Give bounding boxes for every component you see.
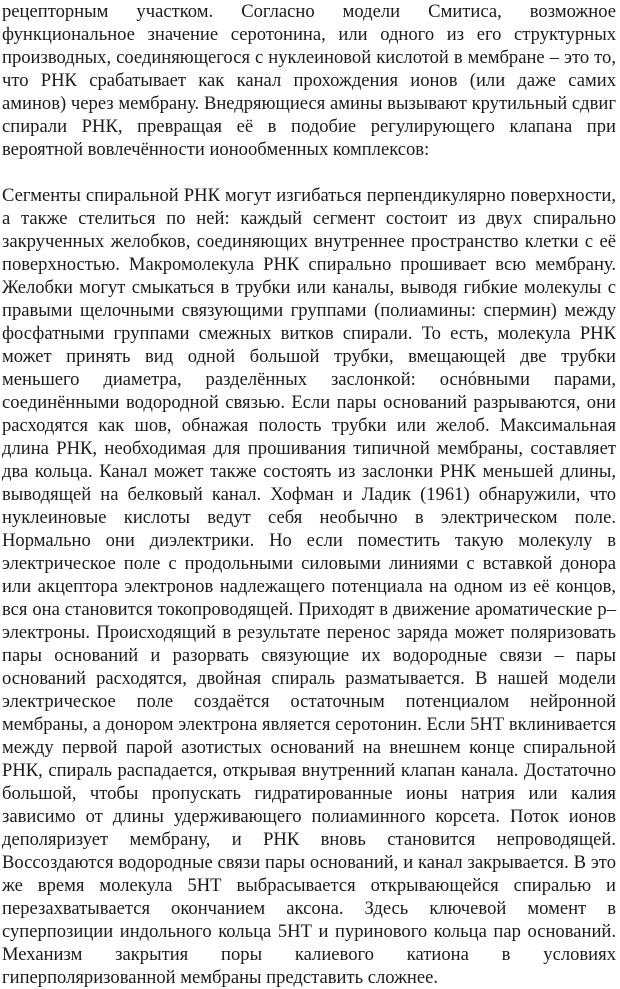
paragraph-1: рецепторным участком. Согласно модели Смитиса, возможное функциональное значение серотонина, или одного из его структурных производных, соединяющегося с нуклеиновой кислотой в мембране – это то, что РНК срабатывает как канал прохождения ионов (или даже самих аминов) через мембрану. Внедряющиеся амины вызывают крутильный сдвиг спирали РНК, превращая её в подобие регулирующего клапана при вероятной вовлечённости ионообменных комплексов:: [2, 1, 616, 160]
paragraph-gap: [2, 161, 616, 184]
document-page: [2, 0, 616, 989]
paragraph-2: Сегменты спиральной РНК могут изгибаться перпендикулярно поверхности, а также стелиться по ней: каждый сегмент состоит из двух спирально закрученных желобков, соединяющих внутреннее пространство клетки с её поверхностью. Макромолекула РНК спирально прошивает всю мембрану. Желобки могут смыкаться в трубки или каналы, выводя гибкие молекулы с правыми щелочными связующими группами (полиамины: спермин) между фосфатными группами смежных витков спирали. То есть, молекула РНК может принять вид одной большой трубки, вмещающей две трубки меньшего диаметра, разделённых заслонкой: оснóвными парами, соединёнными водородной связью. Если пары оснований разрываются, они расходятся как шов, обнажая полость трубки или желоб. Максимальная длина РНК, необходимая для прошивания типичной мембраны, составляет два кольца. Канал может также состоять из заслонки РНК меньшей длины, выводящей на белковый канал. Хофман и Ладик (1961) обнаружили, что нуклеиновые кислоты ведут себя необычно в электрическом поле. Нормально они диэлектрики. Но если поместить такую молекулу в электрическое поле с продольными силовыми линиями с вставкой донора или акцептора электронов надлежащего потенциала на одном из её концов, вся она становится токопроводящей. Приходят в движение ароматические p–электроны. Происходящий в результате перенос заряда может поляризовать пары оснований и разорвать связующие их водородные связи – пары оснований расходятся, двойная спираль разматывается. В нашей модели электрическое поле создаётся остаточным потенциалом нейронной мембраны, а донором электрона является серотонин. Если 5НТ вклинивается между первой парой азотистых оснований на внешнем конце спиральной РНК, спираль распадается, открывая внутренний клапан канала. Достаточно большой, чтобы пропускать гидратированные ионы натрия или калия зависимо от длины удерживающего полиаминного корсета. Поток ионов деполяризует мембрану, и РНК вновь становится непроводящей. Воссоздаются водородные связи пары оснований, и канал закрывается. В это же время молекула 5НТ выбрасывается открывающейся спиралью и перезахватывается окончанием аксона. Здесь ключевой момент в суперпозиции индольного кольца 5НТ и пуринового кольца пар оснований. Механизм закрытия поры калиевого катиона в условиях гиперполяризованной мембраны представить сложнее.: [2, 185, 616, 988]
